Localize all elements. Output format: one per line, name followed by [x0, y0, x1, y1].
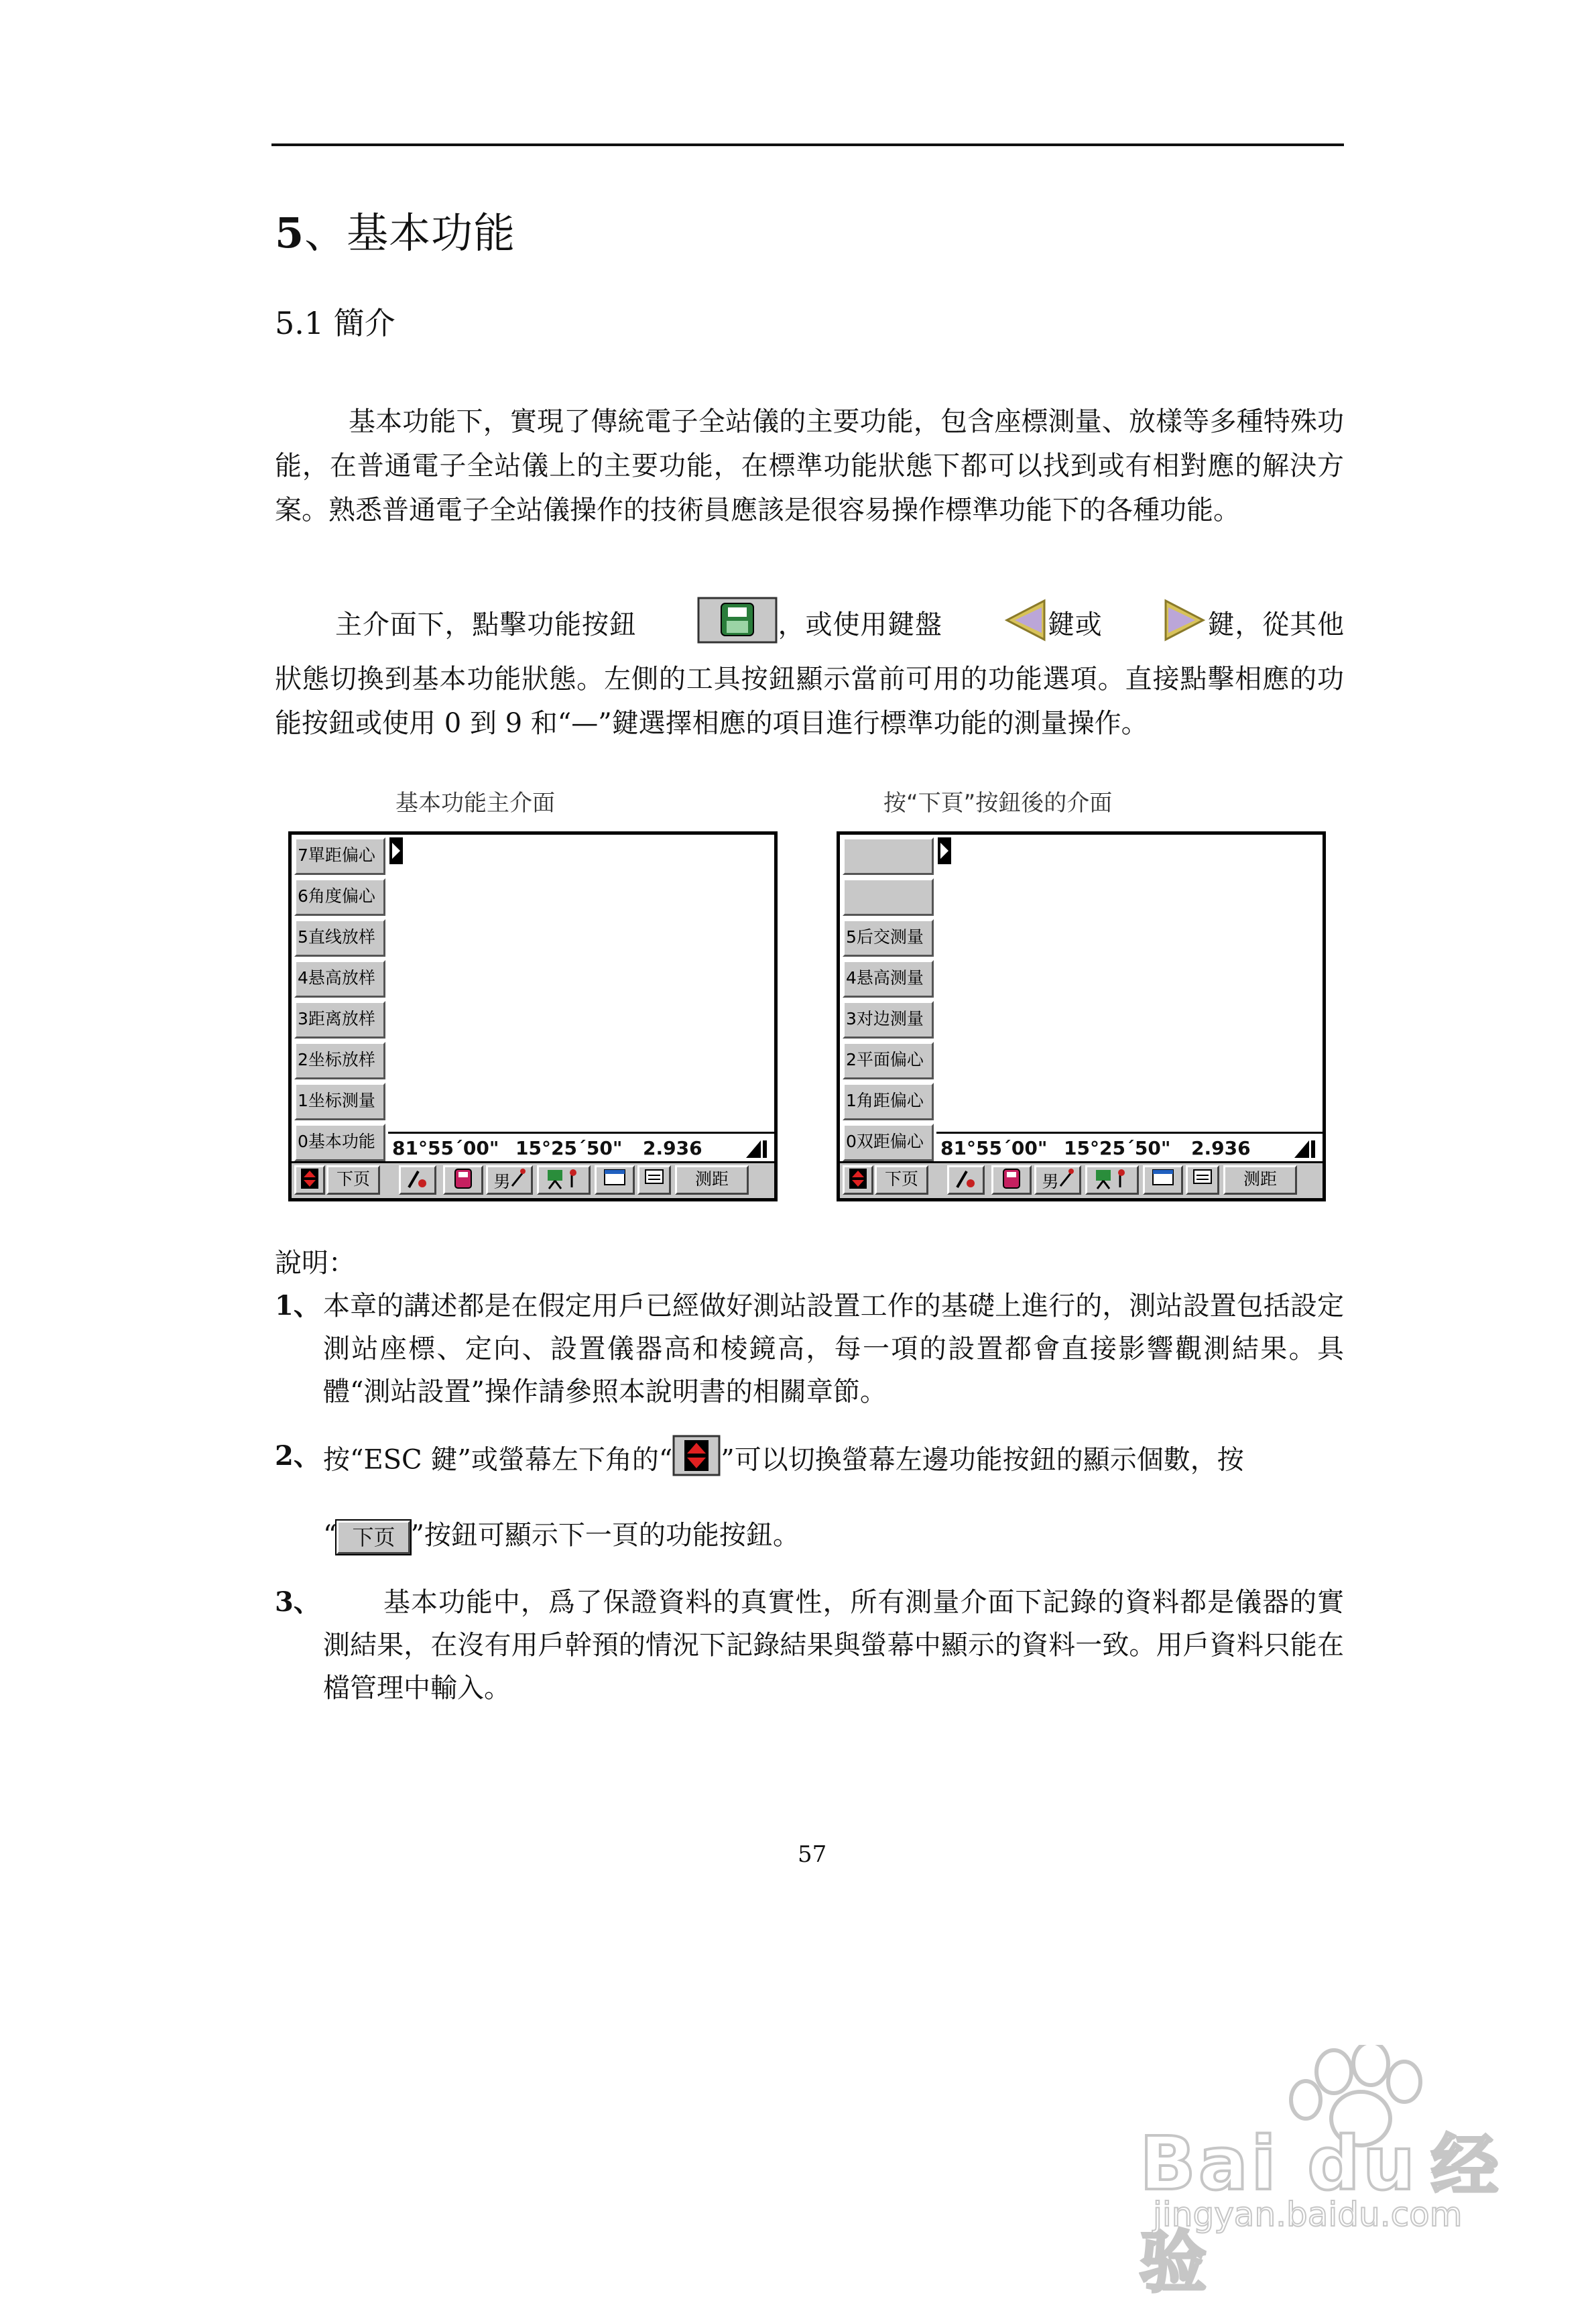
header-rule — [271, 143, 1344, 146]
left-figure-caption: 基本功能主介面 — [395, 790, 555, 817]
v-angle: 15°25´50" — [1064, 1137, 1171, 1159]
note-1-number: 1、 — [275, 1290, 320, 1321]
side-button-5[interactable]: 5后交测量 — [843, 919, 934, 957]
chapter-heading: 5、基本功能 — [275, 209, 516, 257]
side-button-2[interactable]: 2坐标放样 — [294, 1042, 385, 1079]
note-1 — [275, 1285, 1344, 1413]
side-button-4[interactable]: 4悬高测量 — [843, 960, 934, 998]
side-button-3[interactable]: 3对边测量 — [843, 1001, 934, 1039]
toggle-count-button[interactable] — [843, 1165, 873, 1195]
right-key-icon — [1103, 597, 1207, 657]
right-screen — [837, 831, 1326, 1201]
next-page-button[interactable]: 下页 — [875, 1165, 928, 1195]
cursor-icon — [389, 837, 403, 864]
side-button-3[interactable]: 3距离放样 — [294, 1001, 385, 1039]
note-3-text: 基本功能中，爲了保證資料的真實性，所有測量介面下記錄的資料都是儀器的實測結果，在沒有用戶幹預的情況下記錄結果與螢幕中顯示的資料一致。用戶資料只能在檔管理中輸入。 — [323, 1587, 1344, 1704]
note-1-text: 本章的講述都是在假定用戶已經做好測站設置工作的基礎上進行的，測站設置包括設定測站座標、定向、設置儀器高和棱鏡高，每一項的設置都會直接影響觀測結果。具體“測站設置”操作請參照本說明書的相關章節。 — [323, 1291, 1344, 1407]
side-button-empty-1[interactable] — [843, 837, 934, 875]
toggle-count-button[interactable] — [294, 1165, 325, 1195]
side-button-6[interactable]: 6角度偏心 — [294, 878, 385, 916]
next-page-button-illustration: 下页 — [336, 1521, 410, 1554]
left-key-icon — [942, 597, 1047, 657]
left-screen — [288, 831, 778, 1201]
side-button-0[interactable]: 0基本功能 — [294, 1124, 385, 1161]
bottom-toolbar — [840, 1161, 1323, 1198]
note-2 — [275, 1435, 1344, 1489]
switch-paragraph: 主介面下，點擊功能按鈕 ，或使用鍵盤 鍵或 鍵，從其他狀態切換到基本功能狀態。左側的工具按鈕顯示當前可用的功能選項。直接點擊相應的功能按鈕或使用 0 到 9 和“—”鍵選擇相應的項目進行標準功能的測量操作。 — [275, 597, 1344, 746]
hz-angle: 81°55´00" — [940, 1137, 1048, 1159]
note-3 — [275, 1581, 1344, 1710]
basic-function-button-icon — [637, 597, 778, 657]
bottom-toolbar — [292, 1161, 774, 1198]
distance: 2.936 — [643, 1137, 702, 1159]
person-button[interactable]: 男 — [1034, 1165, 1081, 1195]
cursor-icon — [938, 837, 951, 864]
watermark-brand: Bai du 经验 — [1140, 2121, 1501, 2302]
side-button-0[interactable]: 0双距偏心 — [843, 1124, 934, 1161]
baidu-watermark — [1140, 2045, 1569, 2302]
measure-distance-button[interactable]: 测距 — [675, 1165, 749, 1195]
distance: 2.936 — [1191, 1137, 1251, 1159]
toggle-count-icon — [672, 1435, 721, 1489]
data-button[interactable] — [1143, 1165, 1183, 1195]
side-button-1[interactable]: 1坐标测量 — [294, 1083, 385, 1120]
note-2-number: 2、 — [275, 1440, 320, 1472]
status-bar — [936, 1132, 1323, 1165]
page-number: 57 — [798, 1841, 827, 1868]
intro-paragraph: 基本功能下，實現了傳統電子全站儀的主要功能，包含座標測量、放樣等多種特殊功能，在普通電子全站儀上的主要功能，在標準功能狀態下都可以找到或有相對應的解決方案。熟悉普通電子全站儀操作的技術員應該是很容易操作標準功能下的各種功能。 — [275, 406, 1344, 526]
hz-angle: 81°55´00" — [392, 1137, 499, 1159]
side-button-5[interactable]: 5直线放样 — [294, 919, 385, 957]
note-2-text: 按“ESC 鍵”或螢幕左下角的“ ”可以切換螢幕左邊功能按鈕的顯示個數，按 — [323, 1435, 1344, 1489]
side-button-2[interactable]: 2平面偏心 — [843, 1042, 934, 1079]
side-button-1[interactable]: 1角距偏心 — [843, 1083, 934, 1120]
data-button[interactable] — [595, 1165, 635, 1195]
keyboard-button[interactable] — [1186, 1165, 1219, 1195]
side-button-7[interactable]: 7單距偏心 — [294, 837, 385, 875]
status-bar — [388, 1132, 774, 1165]
section-heading: 5.1 簡介 — [275, 305, 395, 341]
side-button-empty-2[interactable] — [843, 878, 934, 916]
right-figure-caption: 按“下頁”按鈕後的介面 — [883, 790, 1113, 817]
measure-distance-button[interactable]: 测距 — [1223, 1165, 1297, 1195]
watermark-url: jingyan.baidu.com — [1153, 2195, 1463, 2234]
instrument-button[interactable] — [1085, 1165, 1139, 1195]
survey-icon-button[interactable] — [947, 1165, 985, 1195]
v-angle: 15°25´50" — [515, 1137, 623, 1159]
note-2-continued: “ 下页 ”按鈕可顯示下一頁的功能按鈕。 — [323, 1514, 1344, 1557]
keyboard-button[interactable] — [637, 1165, 671, 1195]
next-page-button[interactable]: 下页 — [326, 1165, 380, 1195]
person-button[interactable]: 男 — [486, 1165, 533, 1195]
basic-function-tool-button[interactable] — [991, 1165, 1032, 1195]
side-button-4[interactable]: 4悬高放样 — [294, 960, 385, 998]
basic-function-tool-button[interactable] — [443, 1165, 483, 1195]
notes-title: 說明： — [275, 1248, 355, 1279]
instrument-button[interactable] — [537, 1165, 591, 1195]
survey-icon-button[interactable] — [399, 1165, 436, 1195]
note-3-number: 3、 — [275, 1586, 320, 1618]
